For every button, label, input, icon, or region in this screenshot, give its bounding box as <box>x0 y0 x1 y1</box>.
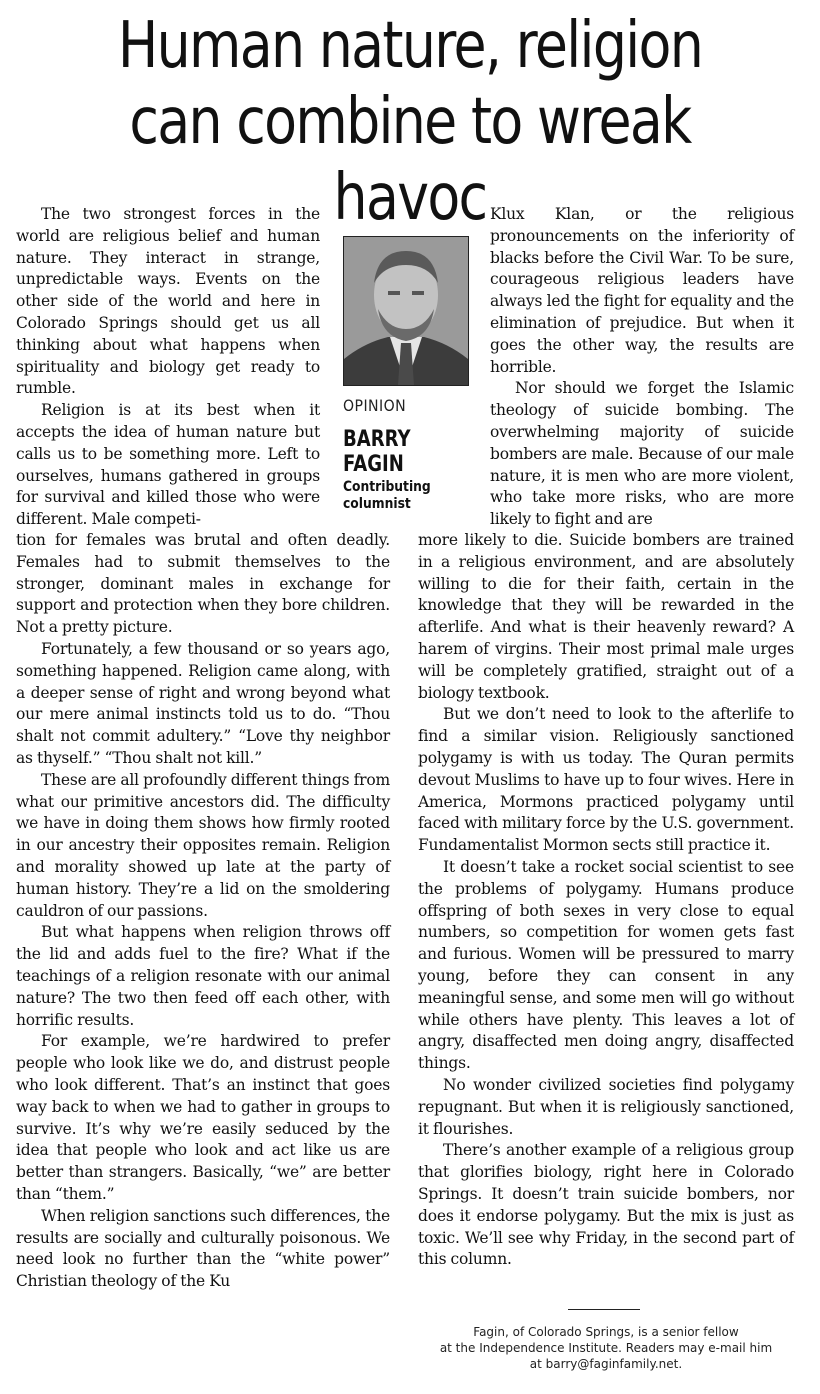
paragraph-continued: Klux Klan, or the religious pronouncements on the inferiority of blacks before the Civil War. To be sure, courageous religious leaders have always led the fight for equality and the elimination of prejudice. But when it goes the other way, the results are horrible. <box>490 205 794 376</box>
paragraph: But we don’t need to look to the afterlife to find a similar vision. Religiously sanctioned polygamy is with us today. The Quran permits devout Muslims to have up to four wives. Here in America, Mormons practiced polygamy until faced with military force by the U.S. government. Fundamentalist Mormon sects still practice it. <box>418 705 794 855</box>
paragraph: For example, we’re hardwired to prefer people who look like we do, and distrust people who look different. That’s an instinct that goes way back to when we had to gather in groups to survive. It’s why we’re easily seduced by the idea that people who look and act like us are better than strangers. Basically, “we” are better than “them.” <box>16 1032 390 1203</box>
paragraph-continued: more likely to die. Suicide bombers are trained in a religious environment, and are absolutely willing to die for their faith, certain in the knowledge that they will be rewarded in the afterlife. And what is their heavenly reward? A harem of virgins. Their most primal male urges will be completely gratified, straight out of a biology textbook. <box>418 531 794 702</box>
author-tagline <box>418 1324 794 1372</box>
tagline-line-2: at the Independence Institute. Readers may e-mail him <box>439 1341 773 1355</box>
paragraph: Religion is at its best when it accepts the idea of human nature but calls us to be something more. Left to ourselves, humans gathered in groups for survival and killed those who were different. Male competi- <box>16 401 320 529</box>
paragraph: But what happens when religion throws off the lid and adds fuel to the fire? What if the teachings of a religion resonate with our animal nature? The two then feed off each other, with horrific results. <box>16 923 390 1029</box>
author-role-line-1: Contributing <box>343 479 431 495</box>
columnist-photo <box>343 236 469 386</box>
headline <box>66 8 755 236</box>
column-2-top <box>490 204 794 531</box>
tagline-line-3: at barry@faginfamily.net. <box>529 1357 683 1371</box>
paragraph: When religion sanctions such differences, the results are socially and culturally poisonous. We need look no further than the “white power” Christian theology of the Ku <box>16 1206 390 1291</box>
headline-line-1: Human nature, religion <box>117 9 703 83</box>
paragraph: It doesn’t take a rocket social scientist to see the problems of polygamy. Humans produce offspring of both sexes in very close to equal numbers, so competition for women gets fast and furious. Women will be pressured to marry young, before they can consent in any meaningful sense, and some men will go without while others have plenty. This leaves a lot of angry, disaffected men doing angry, disaffected things. <box>418 857 794 1073</box>
paragraph-continued: tion for females was brutal and often deadly. Females had to submit themselves to the stronger, dominant males in exchange for support and protection when they bore children. Not a pretty picture. <box>16 531 390 637</box>
paragraph: These are all profoundly different things from what our primitive ancestors did. The difficulty we have in doing them shows how firmly rooted in our ancestry their opposites remain. Religion and morality showed up late at the party of human history. They’re a lid on the smoldering cauldron of our passions. <box>16 770 390 920</box>
author-first-name: BARRY <box>343 427 411 452</box>
portrait-icon <box>344 237 468 385</box>
column-1-top <box>16 204 320 531</box>
author-role-line-2: columnist <box>343 496 411 512</box>
section-label: OPINION <box>343 396 407 415</box>
paragraph: There’s another example of a religious group that glorifies biology, right here in Colorado Springs. It doesn’t train suicide bombers, nor does it endorse polygamy. But the mix is just as toxic. We’ll see why Friday, in the second part of this column. <box>418 1141 794 1269</box>
author-role <box>343 479 466 513</box>
author-name <box>343 427 458 477</box>
author-last-name: FAGIN <box>343 452 404 477</box>
paragraph: Fortunately, a few thousand or so years ago, something happened. Religion came along, with a deeper sense of right and wrong beyond what our mere animal instincts told us to do. “Thou shalt not commit adultery.” “Love thy neighbor as thyself.” “Thou shalt not kill.” <box>16 639 390 767</box>
tagline-divider <box>568 1309 640 1310</box>
paragraph: Nor should we forget the Islamic theology of suicide bombing. The overwhelming majority of suicide bombers are male. Because of our male nature, it is men who are more violent, who take more risks, who are more likely to fight and are <box>490 379 794 529</box>
paragraph: The two strongest forces in the world are religious belief and human nature. They interact in strange, unpredictable ways. Events on the other side of the world and here in Colorado Springs should get us all thinking about what happens when spirituality and biology get ready to rumble. <box>16 205 320 398</box>
byline <box>343 396 483 513</box>
tagline-line-1: Fagin, of Colorado Springs, is a senior fellow <box>473 1325 739 1339</box>
column-1-bottom <box>16 530 390 1293</box>
headline-line-2: can combine to wreak havoc <box>129 85 691 235</box>
paragraph: No wonder civilized societies find polygamy repugnant. But when it is religiously sanctioned, it flourishes. <box>418 1075 794 1138</box>
column-2-bottom <box>418 530 794 1271</box>
